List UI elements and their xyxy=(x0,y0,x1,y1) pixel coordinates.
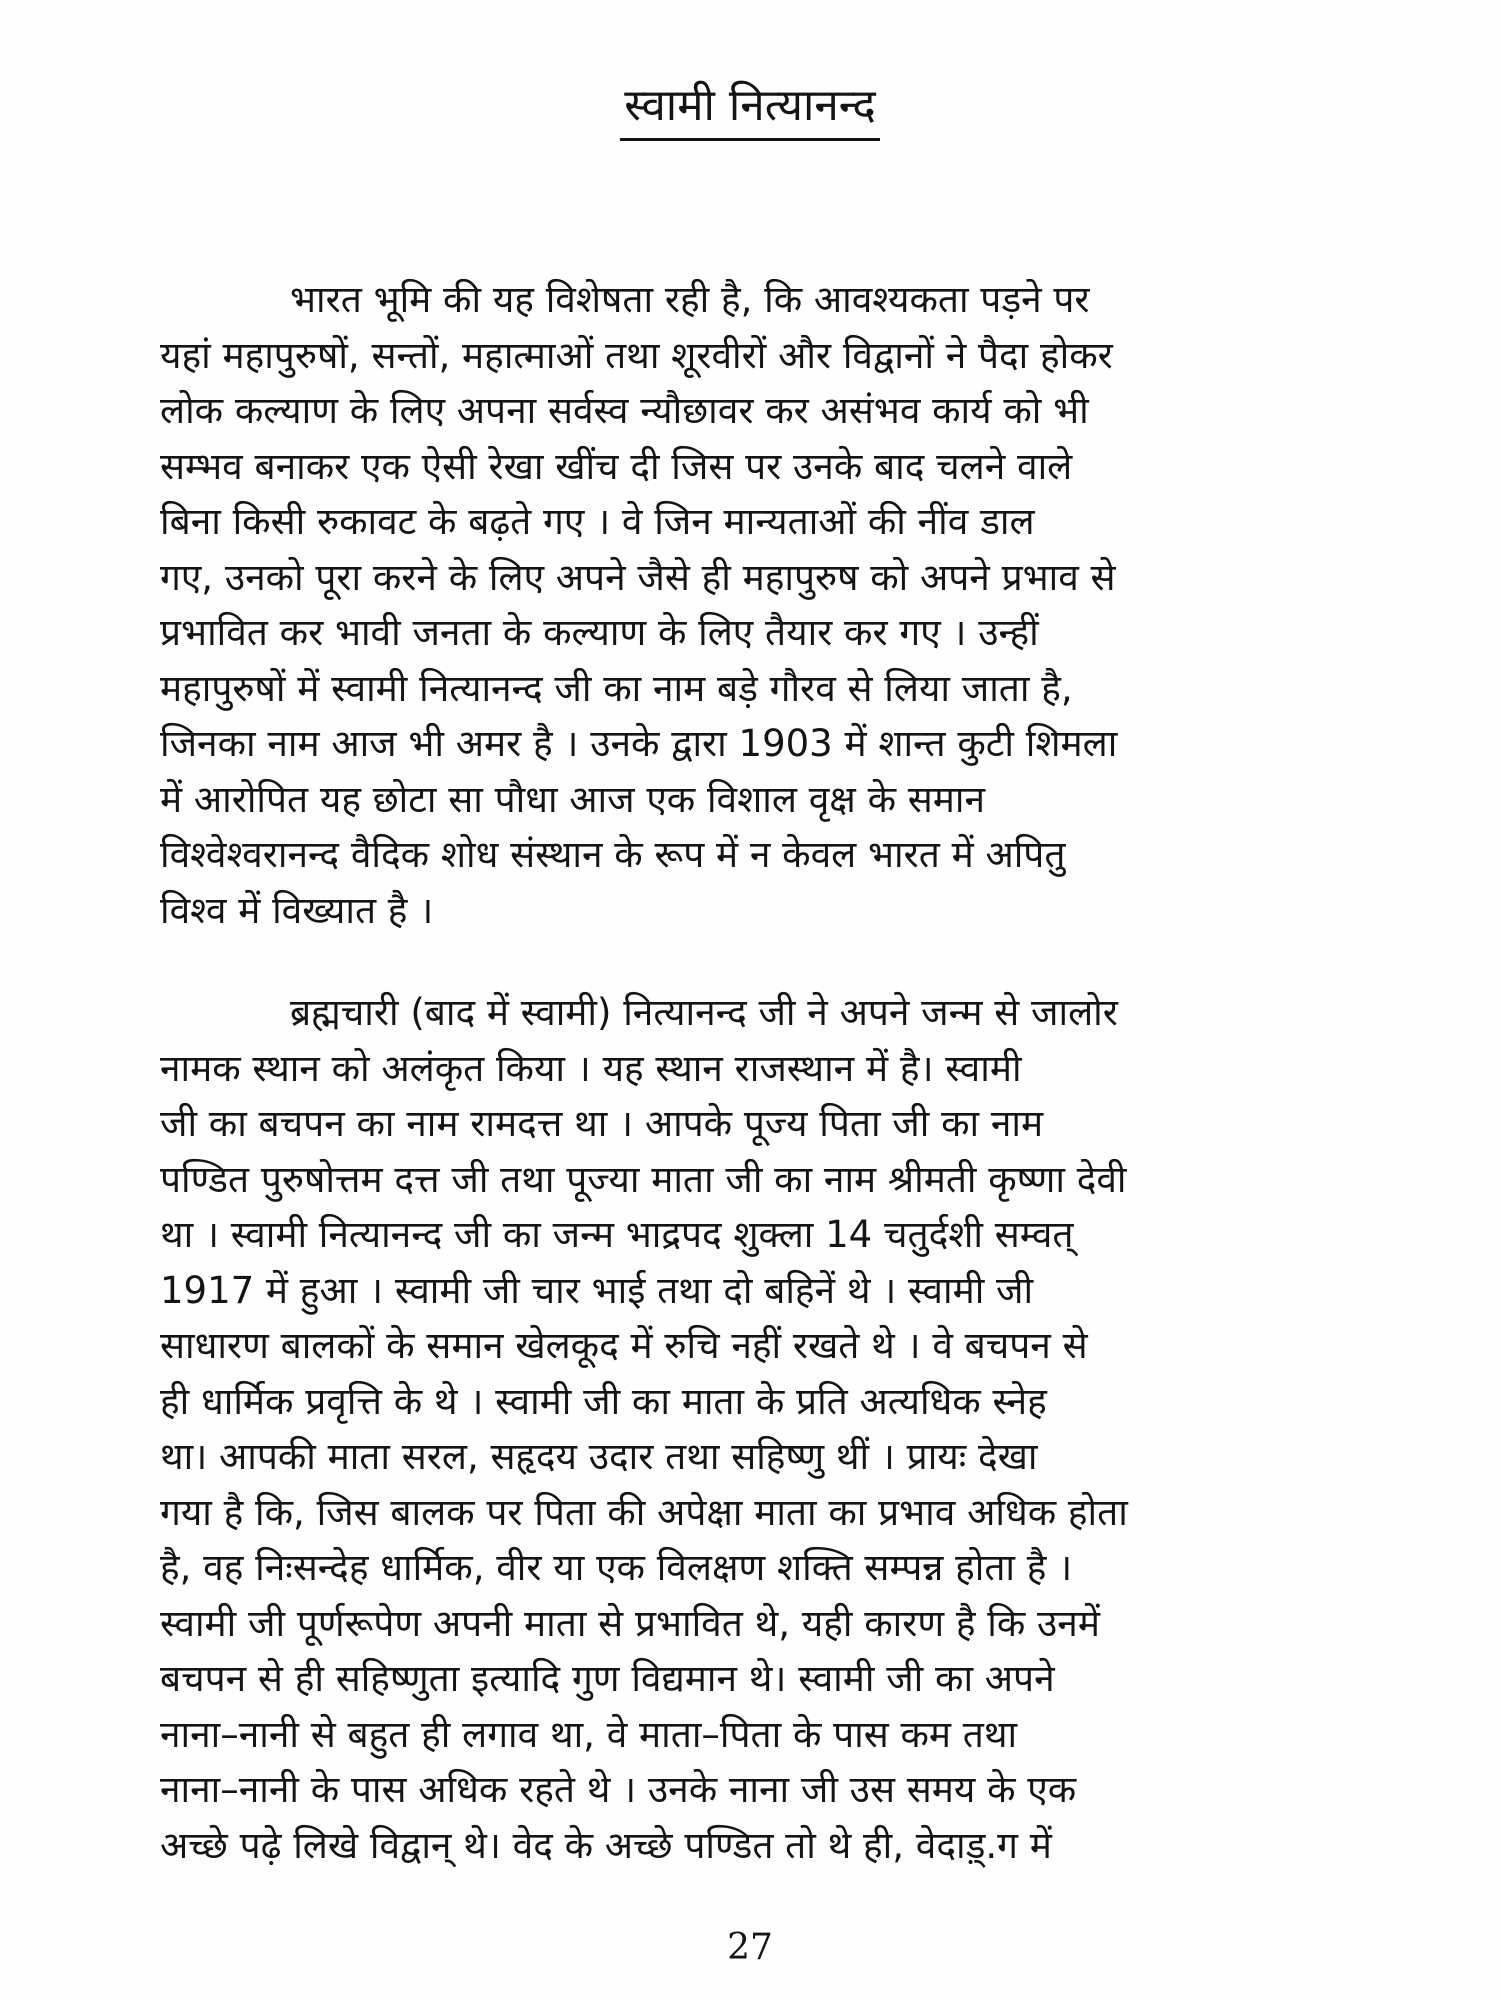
paragraph-line: सम्भव बनाकर एक ऐसी रेखा खींच दी जिस पर उनके बाद चलने वाले xyxy=(160,444,1073,488)
paragraph-line: साधारण बालकों के समान खेलकूद में रुचि नहीं रखते थे । वे बचपन से xyxy=(160,1324,1088,1367)
paragraph-line: लोक कल्याण के लिए अपना सर्वस्व न्यौछावर कर असंभव कार्य को भी xyxy=(160,389,1089,432)
paragraph-line: भारत भूमि की यह विशेषता रही है, कि आवश्यकता पड़ने पर xyxy=(290,278,1090,321)
paragraph-line: नामक स्थान को अलंकृत किया । यह स्थान राजस्थान में है। स्वामी xyxy=(160,1046,1022,1090)
paragraph-line: था। आपकी माता सरल, सहृदय उदार तथा सहिष्णु थीं । प्रायः देखा xyxy=(160,1435,1038,1478)
page-title-text: स्वामी नित्यानन्द xyxy=(620,78,880,141)
paragraph-line: जी का बचपन का नाम रामदत्त था । आपके पूज्य पिता जी का नाम xyxy=(160,1102,1044,1145)
page-title xyxy=(0,78,1500,141)
paragraph-line: में आरोपित यह छोटा सा पौधा आज एक विशाल वृक्ष के समान xyxy=(160,777,986,821)
paragraph-line: था । स्वामी नित्यानन्द जी का जन्म भाद्रपद शुक्ला 14 चतुर्दशी सम्वत् xyxy=(160,1213,1074,1256)
paragraph-line: महापुरुषों में स्वामी नित्यानन्द जी का नाम बड़े गौरव से लिया जाता है, xyxy=(160,666,1073,710)
paragraph-line: ब्रह्मचारी (बाद में स्वामी) नित्यानन्द जी ने अपने जन्म से जालोर xyxy=(290,991,1118,1034)
paragraph-line: 1917 में हुआ । स्वामी जी चार भाई तथा दो बहिनें थे । स्वामी जी xyxy=(160,1268,1034,1312)
paragraph-line: प्रभावित कर भावी जनता के कल्याण के लिए तैयार कर गए । उन्हीं xyxy=(160,611,1039,654)
paragraph-line: नाना–नानी के पास अधिक रहते थे । उनके नाना जी उस समय के एक xyxy=(160,1768,1077,1811)
paragraph-line: स्वामी जी पूर्णरूपेण अपनी माता से प्रभावित थे, यही कारण है कि उनमें xyxy=(160,1601,1100,1645)
page-number: 27 xyxy=(727,1927,773,1968)
paragraph-line: पण्डित पुरुषोत्तम दत्त जी तथा पूज्या माता जी का नाम श्रीमती कृष्णा देवी xyxy=(160,1157,1127,1201)
paragraph-1 xyxy=(160,272,1370,938)
paragraph-line: यहां महापुरुषों, सन्तों, महात्माओं तथा शूरवीरों और विद्वानों ने पैदा होकर xyxy=(160,333,1113,377)
paragraph-line: नाना–नानी से बहुत ही लगाव था, वे माता–पिता के पास कम तथा xyxy=(160,1712,1018,1756)
paragraph-line: ही धार्मिक प्रवृत्ति के थे । स्वामी जी का माता के प्रति अत्यधिक स्नेह xyxy=(160,1379,1047,1423)
paragraph-line: अच्छे पढ़े लिखे विद्वान् थे। वेद के अच्छे पण्डित तो थे ही, वेदाड़्.ग में xyxy=(160,1823,1052,1867)
paragraph-line: बचपन से ही सहिष्णुता इत्यादि गुण विद्यमान थे। स्वामी जी का अपने xyxy=(160,1657,1055,1700)
paragraph-line: जिनका नाम आज भी अमर है । उनके द्वारा 1903 में शान्त कुटी शिमला xyxy=(160,722,1118,765)
paragraph-line: विश्व में विख्यात है । xyxy=(160,888,434,932)
paragraph-line: गया है कि, जिस बालक पर पिता की अपेक्षा माता का प्रभाव अधिक होता xyxy=(160,1490,1128,1534)
paragraph-line: बिना किसी रुकावट के बढ़ते गए । वे जिन मान्यताओं की नींव डाल xyxy=(160,500,1035,543)
paragraph-line: विश्वेश्वरानन्द वैदिक शोध संस्थान के रूप में न केवल भारत में अपितु xyxy=(160,833,1066,876)
paragraph-2 xyxy=(160,985,1370,1873)
paragraph-line: है, वह निःसन्देह धार्मिक, वीर या एक विलक्षण शक्ति सम्पन्न होता है । xyxy=(160,1546,1073,1589)
paragraph-line: गए, उनको पूरा करने के लिए अपने जैसे ही महापुरुष को अपने प्रभाव से xyxy=(160,555,1116,599)
